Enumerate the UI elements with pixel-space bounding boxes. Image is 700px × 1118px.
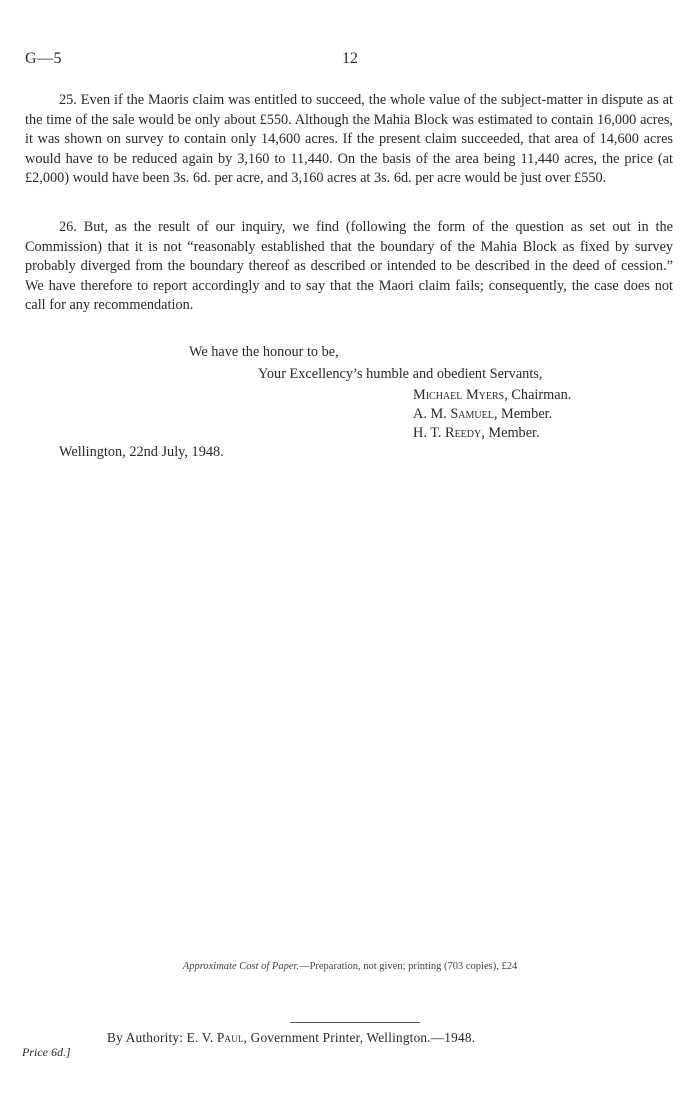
signatory-role: , Member. bbox=[481, 425, 540, 441]
closing-servants-line: Your Excellency’s humble and obedient Servants, bbox=[258, 366, 543, 382]
signatory-name: Michael Myers bbox=[413, 387, 505, 403]
price-label: Price 6d.] bbox=[22, 1045, 71, 1059]
signatory-chairman bbox=[413, 387, 571, 404]
imprint-prefix: By Authority: bbox=[107, 1030, 187, 1045]
report-series-code: G—5 bbox=[25, 50, 63, 67]
closing-honour-line: We have the honour to be, bbox=[189, 344, 339, 360]
imprint-printer: E. V. Paul bbox=[186, 1030, 244, 1045]
paragraph-25: 25. Even if the Maoris claim was entitled to succeed, the whole value of the subject-matter in dispute as at the time of the sale would be only about £550. Although the Mahia Block was estimated to contain 16,000 acres, it was shown on survey to contain only 14,600 acres. If the present claim succeeded, that area of 14,600 acres would have to be reduced again by 3,160 to 11,440. On the basis of the area being 11,440 acres, the price (at £2,000) would have been 3s. 6d. per acre, and 3,160 acres at 3s. 6d. per acre would be just over £550. bbox=[25, 92, 673, 186]
signatory-role: , Chairman. bbox=[504, 387, 572, 403]
place-and-date: Wellington, 22nd July, 1948. bbox=[59, 444, 224, 460]
imprint-suffix: , Government Printer, Wellington.—1948. bbox=[243, 1030, 476, 1045]
signatory-name: A. M. Samuel bbox=[413, 406, 494, 422]
cost-label: Approximate Cost of Paper. bbox=[182, 961, 300, 972]
approximate-cost-note bbox=[0, 961, 700, 972]
signatory-member-2 bbox=[413, 425, 540, 442]
signatory-member-1 bbox=[413, 406, 552, 423]
signatory-name: H. T. Reedy bbox=[413, 425, 482, 441]
paragraph-26: 26. But, as the result of our inquiry, we find (following the form of the question as set out in the Commission) that it is not “reasonably established that the boundary of the Mahia Block as fixed by survey probably diverged from the boundary thereof as described or intended to be described in the deed of cession.” We have therefore to report accordingly and to say that the Maori claim fails; consequently, the case does not call for any recommendation. bbox=[25, 219, 673, 313]
footer-divider bbox=[290, 1022, 420, 1023]
page-number: 12 bbox=[342, 50, 358, 67]
cost-text: —Preparation, not given; printing (703 copies), £24 bbox=[299, 961, 518, 972]
signatory-role: , Member. bbox=[493, 406, 553, 422]
printer-imprint bbox=[107, 1030, 475, 1046]
